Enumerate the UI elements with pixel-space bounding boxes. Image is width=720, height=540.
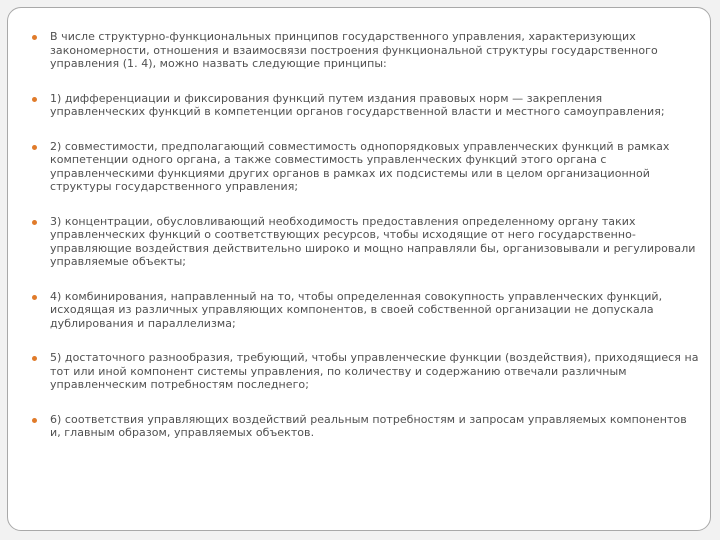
bullet-dot-icon	[32, 295, 37, 300]
list-item-principle-6	[30, 413, 700, 440]
list-item-principle-2	[30, 140, 700, 194]
bullet-list	[30, 30, 700, 461]
principle-5-text: 5) достаточного разнообразия, требующий, чтобы управленческие функции (воздействия), приходящиеся на тот или иной компонент системы управления, по количеству и содержанию отвечали различным управленческим потребностям последнего;	[50, 351, 699, 391]
slide-frame	[7, 7, 711, 531]
list-item-principle-5	[30, 351, 700, 392]
bullet-dot-icon	[32, 220, 37, 225]
list-item-intro	[30, 30, 700, 71]
bullet-dot-icon	[32, 145, 37, 150]
principle-6-text: 6) соответствия управляющих воздействий реальным потребностям и запросам управляемых компонентов и, главным образом, управляемых объектов.	[50, 412, 687, 439]
bullet-dot-icon	[32, 356, 37, 361]
bullet-dot-icon	[32, 97, 37, 102]
list-item-principle-3	[30, 215, 700, 269]
principle-2-text: 2) совместимости, предполагающий совместимость однопорядковых управленческих функций в рамках компетенции одного органа, а также совместимость управленческих функций этого органа с управленческими функциями других органов в рамках их подсистемы или в целом организационной структуры государственного управления;	[50, 139, 670, 193]
list-item-principle-4	[30, 290, 700, 331]
principle-1-text: 1) дифференциации и фиксирования функций путем издания правовых норм — закрепления управленческих функций в компетенции органов государственной власти и местного самоуправления;	[50, 91, 665, 118]
intro-text: В числе структурно-функциональных принципов государственного управления, характеризующих закономерности, отношения и взаимосвязи построения функциональной структуры государственного управления (1. 4), можно назвать следующие принципы:	[50, 30, 658, 70]
bullet-dot-icon	[32, 418, 37, 423]
principle-3-text: 3) концентрации, обусловливающий необходимость предоставления определенному органу таких управленческих функций о соответствующих ресурсов, чтобы исходящие от него государственно-управляющие воздействия действительно широко и мощно направляли бы, организовывали и регулировали управляемые объекты;	[50, 214, 696, 268]
list-item-principle-1	[30, 92, 700, 119]
bullet-dot-icon	[32, 35, 37, 40]
principle-4-text: 4) комбинирования, направленный на то, чтобы определенная совокупность управленческих функций, исходящая из различных управляющих компонентов, в своей собственной организации не допускала дублирования и параллелизма;	[50, 289, 663, 330]
